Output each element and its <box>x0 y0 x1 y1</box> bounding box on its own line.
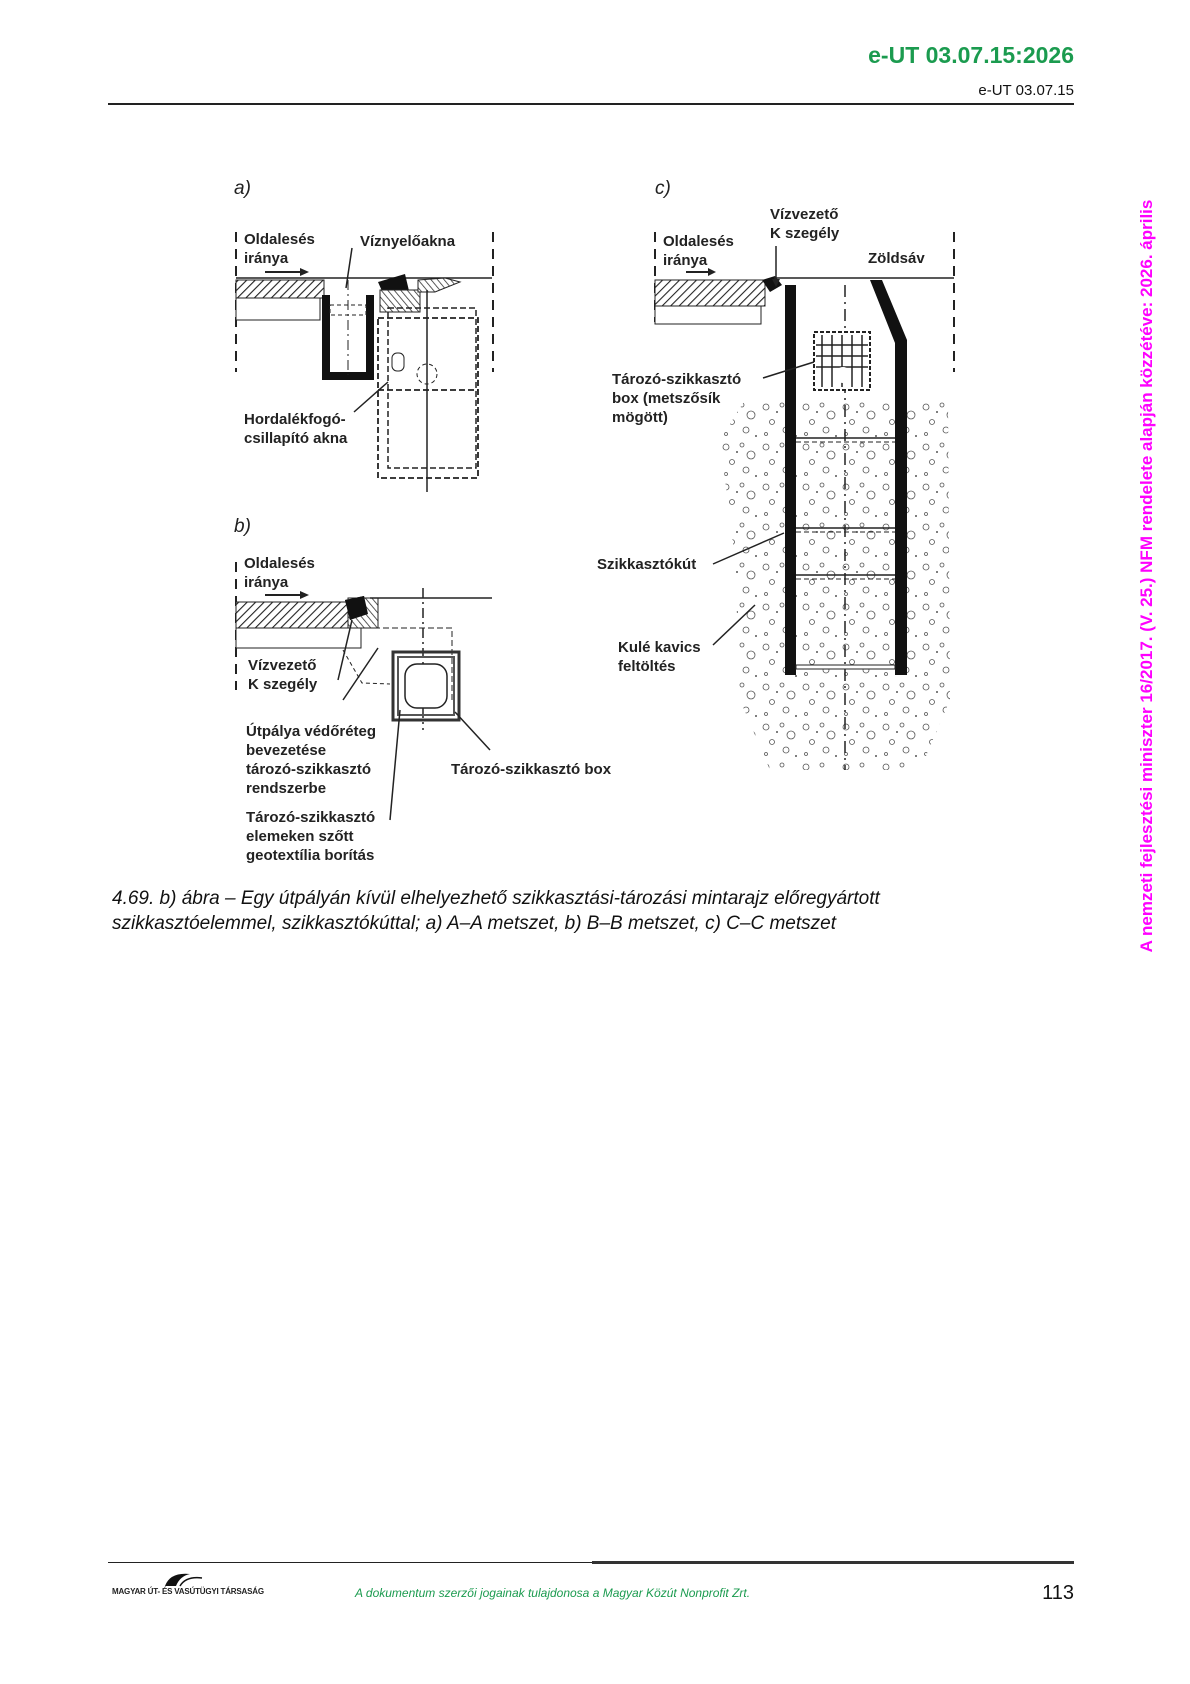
label-line: rendszerbe <box>246 780 327 797</box>
label-line: bevezetése <box>246 742 327 759</box>
part-b-box-label: Tározó-szikkasztó box <box>451 761 612 778</box>
label-line: csillapító akna <box>244 430 348 447</box>
label-line: mögött) <box>612 409 668 426</box>
page-number: 113 <box>1042 1582 1074 1604</box>
label-line: elemeken szőtt <box>246 828 354 845</box>
label-line: Kulé kavics <box>618 639 701 656</box>
part-a-gully-label: Víznyelőakna <box>360 233 456 250</box>
caption-line: szikkasztóelemmel, szikkasztókúttal; a) A–A metszet, b) B–B metszet, c) C–C metszet <box>112 913 836 934</box>
label-line: Oldalesés <box>244 231 315 248</box>
section-c-drawing <box>655 232 954 770</box>
label-line: iránya <box>244 250 289 267</box>
part-c-box-label <box>612 370 741 427</box>
label-line: K szegély <box>770 225 840 242</box>
society-logo-text: MAGYAR ÚT- ÉS VASÚTÜGYI TÁRSASÁG <box>112 1587 264 1596</box>
label-line: iránya <box>244 574 289 591</box>
label-line: K szegély <box>248 676 318 693</box>
label-line: tározó-szikkasztó <box>246 761 372 778</box>
part-c-slope-label <box>663 232 734 270</box>
label-line: Hordalékfogó- <box>244 411 346 428</box>
side-note-text: A nemzeti fejlesztési miniszter 16/2017. (V. 25.) NFM rendelete alapján közzétéve: 2026. április <box>1137 199 1156 953</box>
part-a-slope-label <box>244 230 315 268</box>
part-b-protective-layer-label <box>246 722 376 798</box>
footer-divider <box>108 1562 608 1563</box>
part-c-green-strip-label: Zöldsáv <box>868 250 925 267</box>
part-b-curb-label <box>248 656 317 694</box>
label-line: geotextília borítás <box>246 847 375 864</box>
part-b-label: b) <box>234 516 251 537</box>
label-line: Oldalesés <box>663 233 734 250</box>
copyright-notice: A dokumentum szerzői jogainak tulajdonosa a Magyar Közút Nonprofit Zrt. <box>355 1586 751 1600</box>
label-line: Tározó-szikkasztó <box>246 809 376 826</box>
document-subcode: e-UT 03.07.15 <box>978 82 1074 99</box>
label-line: box (metszősík <box>612 390 721 407</box>
label-line: Vízvezető <box>770 206 839 223</box>
label-line: Oldalesés <box>244 555 315 572</box>
label-line: iránya <box>663 252 708 269</box>
label-line: Útpálya védőréteg <box>246 723 377 740</box>
footer-divider-thick <box>592 1561 1074 1564</box>
label-line: feltöltés <box>618 658 676 675</box>
part-a-sediment-label <box>244 410 347 448</box>
part-c-well-label: Szikkasztókút <box>597 556 697 573</box>
caption-line: 4.69. b) ábra – Egy útpályán kívül elhelyezhető szikkasztási-tározási mintarajz előregyártott <box>112 888 880 909</box>
part-c-curb-label <box>770 205 839 243</box>
document-code: e-UT 03.07.15:2026 <box>868 42 1074 68</box>
label-line: Vízvezető <box>248 657 317 674</box>
part-c-gravel-label <box>618 638 701 676</box>
part-b-geotextile-label <box>246 808 375 865</box>
section-a-drawing <box>236 232 493 492</box>
part-b-slope-label <box>244 554 315 592</box>
part-c-label: c) <box>655 178 671 199</box>
label-line: Tározó-szikkasztó <box>612 371 742 388</box>
part-a-label: a) <box>234 178 251 199</box>
figure-caption <box>112 886 1042 936</box>
